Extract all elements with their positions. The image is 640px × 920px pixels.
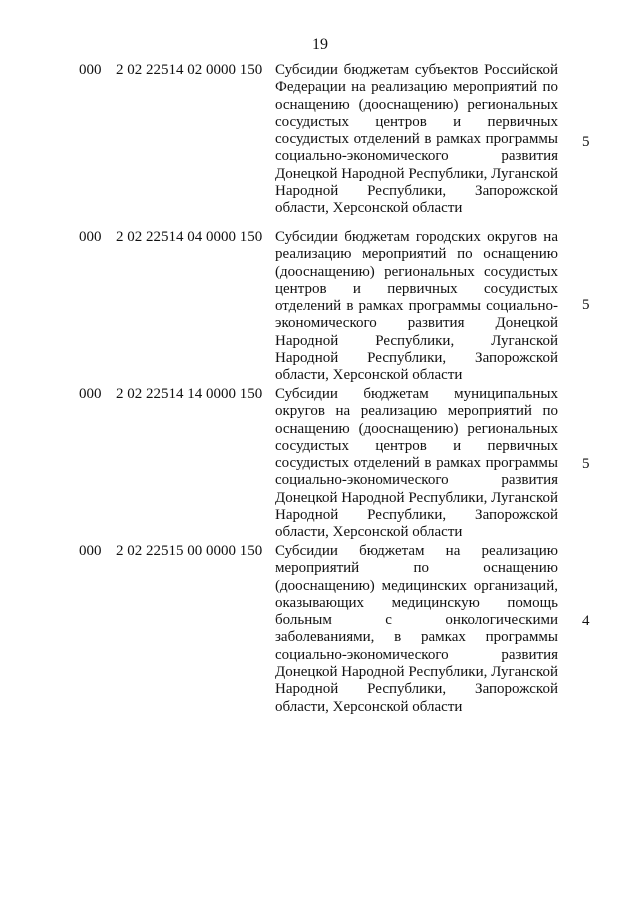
admin-code: 000 [79,543,102,559]
admin-code: 000 [79,62,102,78]
table-row [0,543,640,715]
income-description: Субсидии бюджетам субъектов Российской Федерации на реализацию мероприятий по оснащению (дооснащению) региональных сосудистых центров и первичных сосудистых отделений в рамках программы социально-экономического развития Донецкой Народной Республики, Луганской Народной Республики, Запорожской области, Херсонской области [275,62,558,217]
income-description: Субсидии бюджетам муниципальных округов на реализацию мероприятий по оснащению (дооснащению) региональных сосудистых центров и первичных сосудистых отделений в рамках программы социально-экономического развития Донецкой Народной Республики, Луганской Народной Республики, Запорожской области, Херсонской области [275,386,558,541]
amount-value: 5 [582,297,590,313]
income-description: Субсидии бюджетам городских округов на реализацию мероприятий по оснащению (дооснащению) региональных сосудистых центров и первичных сосудистых отделений в рамках программы социально-экономического развития Донецкой Народной Республики, Луганской Народной Республики, Запорожской области, Херсонской области [275,229,558,384]
budget-classification-code: 2 02 22515 00 0000 150 [116,543,263,559]
table-row [0,62,640,229]
admin-code: 000 [79,229,102,245]
budget-table [0,62,640,715]
page-number: 19 [312,36,328,53]
amount-value: 5 [582,134,590,150]
table-row [0,386,640,543]
amount-value: 5 [582,456,590,472]
admin-code: 000 [79,386,102,402]
amount-value: 4 [582,613,590,629]
income-description: Субсидии бюджетам на реализацию мероприятий по оснащению (дооснащению) медицинских организаций, оказывающих медицинскую помощь больным с онкологическими заболеваниями, в рамках программы социально-экономического развития Донецкой Народной Республики, Луганской Народной Республики, Запорожской области, Херсонской области [275,543,558,715]
table-row [0,229,640,386]
budget-classification-code: 2 02 22514 04 0000 150 [116,229,263,245]
budget-classification-code: 2 02 22514 02 0000 150 [116,62,263,78]
budget-classification-code: 2 02 22514 14 0000 150 [116,386,263,402]
